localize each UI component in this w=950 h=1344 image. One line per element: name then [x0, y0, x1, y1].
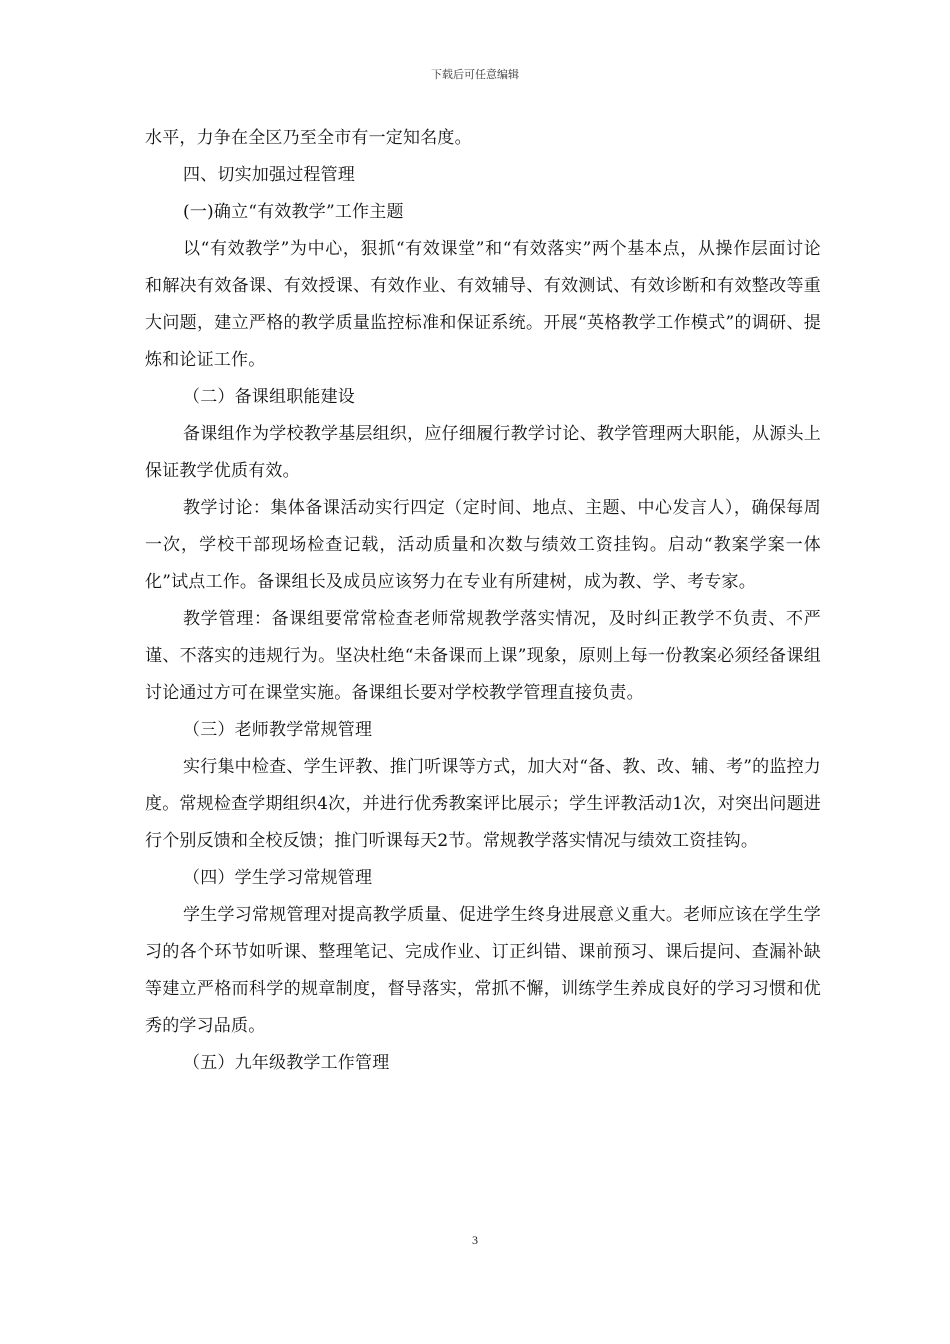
document-body	[145, 120, 821, 1082]
section-heading: 四、切实加强过程管理	[183, 165, 355, 185]
subsection-heading: （三）老师教学常规管理	[183, 720, 373, 740]
paragraph: 学生学习常规管理对提高教学质量、促进学生终身进展意义重大。老师应该在学生学习的各个环节如听课、整理笔记、完成作业、订正纠错、课前预习、课后提问、查漏补缺等建立严格而科学的规章制度，督导落实，常抓不懈，训练学生养成良好的学习习惯和优秀的学习品质。	[145, 905, 821, 1036]
subsection-heading: （四）学生学习常规管理	[183, 868, 373, 888]
subsection-heading: （二）备课组职能建设	[183, 387, 355, 407]
paragraph: 水平，力争在全区乃至全市有一定知名度。	[145, 128, 472, 148]
page-header: 下载后可任意编辑	[431, 68, 519, 81]
subsection-heading: (一)确立“有效教学”工作主题	[183, 202, 404, 222]
paragraph: 教学管理：备课组要常常检查老师常规教学落实情况，及时纠正教学不负责、不严谨、不落实的违规行为。坚决杜绝“未备课而上课”现象，原则上每一份教案必须经备课组讨论通过方可在课堂实施。备课组长要对学校教学管理直接负责。	[145, 609, 821, 703]
paragraph: 实行集中检查、学生评教、推门听课等方式，加大对“备、教、改、辅、考”的监控力度。常规检查学期组织4次，并进行优秀教案评比展示；学生评教活动1次，对突出问题进行个别反馈和全校反馈；推门听课每天2节。常规教学落实情况与绩效工资挂钩。	[145, 757, 821, 851]
page-number: 3	[472, 1233, 478, 1247]
paragraph: 备课组作为学校教学基层组织，应仔细履行教学讨论、教学管理两大职能，从源头上保证教学优质有效。	[145, 424, 821, 481]
subsection-heading: （五）九年级教学工作管理	[183, 1053, 390, 1073]
paragraph: 教学讨论：集体备课活动实行四定（定时间、地点、主题、中心发言人），确保每周一次，学校干部现场检查记载，活动质量和次数与绩效工资挂钩。启动“教案学案一体化”试点工作。备课组长及成员应该努力在专业有所建树，成为教、学、考专家。	[145, 498, 821, 592]
paragraph: 以“有效教学”为中心，狠抓“有效课堂”和“有效落实”两个基本点，从操作层面讨论和解决有效备课、有效授课、有效作业、有效辅导、有效测试、有效诊断和有效整改等重大问题，建立严格的教学质量监控标准和保证系统。开展“英格教学工作模式”的调研、提炼和论证工作。	[145, 239, 821, 370]
